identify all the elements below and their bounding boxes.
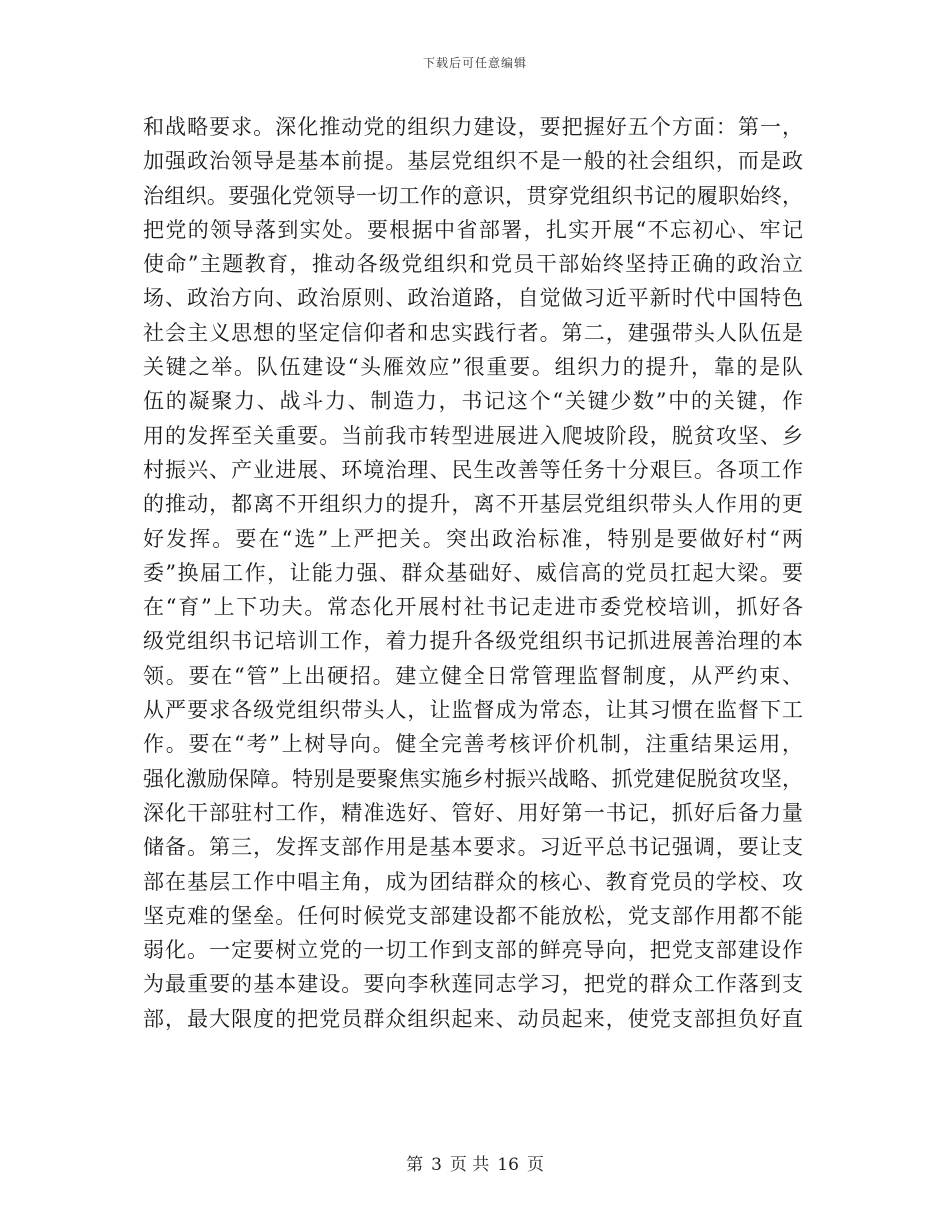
page-header: 下载后可任意编辑: [422, 56, 527, 70]
current-page-number: 3: [431, 1155, 442, 1175]
text-line: 把党的领导落到实处。要根据中省部署，扎实开展“不忘初心、牢记: [143, 217, 803, 242]
text-line: 关键之举。队伍建设“头雁效应”很重要。组织力的提升，靠的是队: [143, 355, 803, 380]
text-line: 场、政治方向、政治原则、政治道路，自觉做习近平新时代中国特色: [143, 286, 803, 311]
text-line: 治组织。要强化党领导一切工作的意识，贯穿党组织书记的履职始终，: [143, 183, 803, 208]
text-line: 部，最大限度的把党员群众组织起来、动员起来，使党支部担负好直: [143, 1006, 803, 1031]
text-line: 级党组织书记培训工作，着力提升各级党组织书记抓进展善治理的本: [143, 629, 803, 654]
text-line: 从严要求各级党组织带头人，让监督成为常态，让其习惯在监督下工: [143, 698, 803, 723]
text-line: 作。要在“考”上树导向。健全完善考核评价机制，注重结果运用，: [143, 732, 803, 757]
text-line: 伍的凝聚力、战斗力、制造力，书记这个“关键少数”中的关键，作: [143, 389, 803, 414]
text-line: 用的发挥至关重要。当前我市转型进展进入爬坡阶段，脱贫攻坚、乡: [143, 423, 803, 448]
footer-suffix: 页: [526, 1155, 544, 1175]
text-line: 深化干部驻村工作，精准选好、管好、用好第一书记，抓好后备力量: [143, 800, 803, 825]
text-line: 部在基层工作中唱主角，成为团结群众的核心、教育党员的学校、攻: [143, 869, 803, 894]
text-line: 的推动，都离不开组织力的提升，离不开基层党组织带头人作用的更: [143, 492, 803, 517]
text-line: 使命”主题教育，推动各级党组织和党员干部始终坚持正确的政治立: [143, 252, 803, 277]
text-line: 储备。第三，发挥支部作用是基本要求。习近平总书记强调，要让支: [143, 835, 803, 860]
text-line: 和战略要求。深化推动党的组织力建设，要把握好五个方面：第一，: [143, 115, 803, 139]
text-line: 在“育”上下功夫。常态化开展村社书记走进市委党校培训，抓好各: [143, 595, 803, 620]
text-line: 坚克难的堡垒。任何时候党支部建设都不能放松，党支部作用都不能: [143, 903, 803, 928]
text-line: 村振兴、产业进展、环境治理、民生改善等任务十分艰巨。各项工作: [143, 457, 803, 482]
text-line: 委”换届工作，让能力强、群众基础好、威信高的党员扛起大梁。要: [143, 560, 803, 585]
text-line: 强化激励保障。特别是要聚焦实施乡村振兴战略、抓党建促脱贫攻坚，: [143, 766, 803, 791]
footer-prefix: 第: [406, 1155, 424, 1175]
text-line: 加强政治领导是基本前提。基层党组织不是一般的社会组织，而是政: [143, 149, 803, 174]
text-line: 领。要在“管”上出硬招。建立健全日常管理监督制度，从严约束、: [143, 663, 803, 688]
body-text: [143, 110, 803, 1036]
footer-middle: 页 共: [449, 1155, 490, 1175]
text-line: 弱化。一定要树立党的一切工作到支部的鲜亮导向，把党支部建设作: [143, 938, 803, 963]
text-line: 好发挥。要在“选”上严把关。突出政治标准，特别是要做好村“两: [143, 526, 803, 551]
text-line: 为最重要的基本建设。要向李秋莲同志学习，把党的群众工作落到支: [143, 972, 803, 997]
text-line: 社会主义思想的坚定信仰者和忠实践行者。第二，建强带头人队伍是: [143, 320, 803, 345]
page-footer: [0, 1150, 950, 1175]
total-pages-number: 16: [497, 1155, 519, 1175]
